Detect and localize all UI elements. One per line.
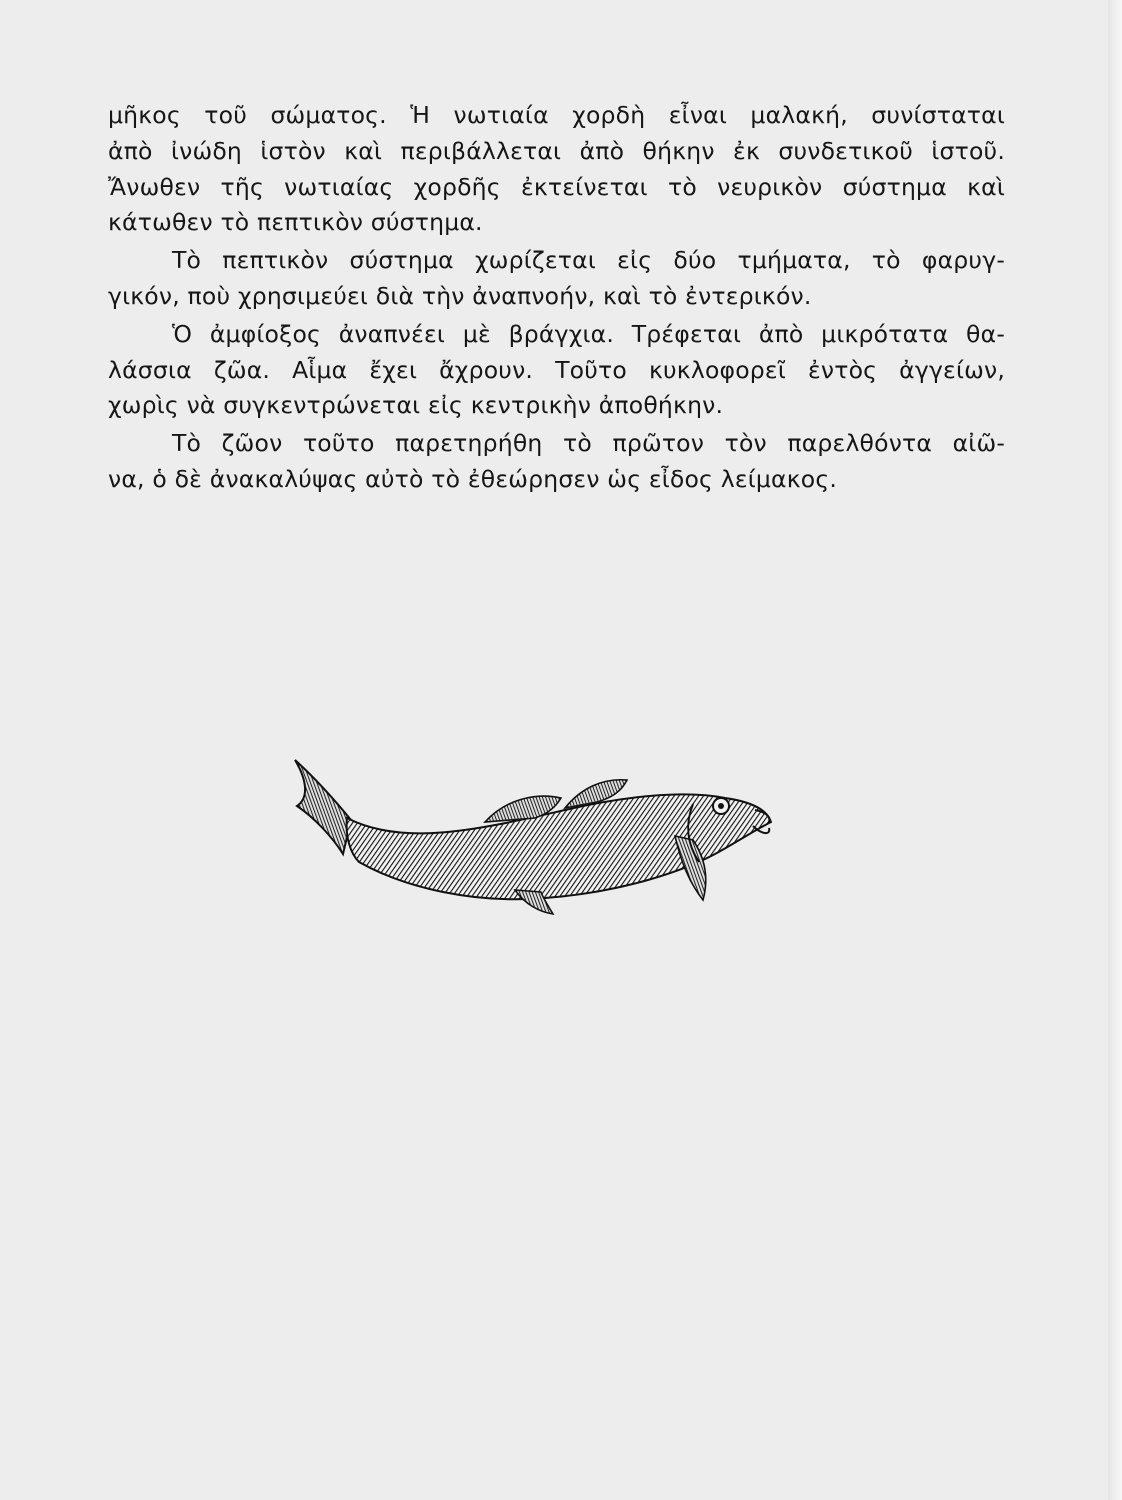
text-line: γικόν, ποὺ χρησιμεύει διὰ τὴν ἀναπνοήν, καὶ τὸ ἐντερικόν. <box>108 281 812 310</box>
text-line: Τὸ ζῶον τοῦτο παρετηρήθη τὸ πρῶτον τὸν παρελθόντα αἰῶ- <box>172 429 1005 458</box>
text-line: να, ὁ δὲ ἀνακαλύψας αὐτὸ τὸ ἐθεώρησεν ὡς εἶδος λείμακος. <box>108 464 838 493</box>
text-line: χωρὶς νὰ συγκεντρώνεται εἰς κεντρικὴν ἀποθήκην. <box>108 391 724 420</box>
paragraph-1 <box>108 98 1005 241</box>
text-line: κάτωθεν τὸ πεπτικὸν σύστημα. <box>108 208 483 237</box>
text-line: λάσσια ζῶα. Αἷμα ἔχει ἄχρουν. Τοῦτο κυκλοφορεῖ ἐντὸς ἀγγείων, <box>108 355 1005 384</box>
fish-engraving-icon <box>285 758 775 918</box>
text-line: Ἄνωθεν τῆς νωτιαίας χορδῆς ἐκτείνεται τὸ νευρικὸν σύστημα καὶ <box>108 172 1005 201</box>
paragraph-3 <box>108 317 1005 424</box>
text-line: μῆκος τοῦ σώματος. Ἡ νωτιαία χορδὴ εἶναι μαλακή, συνίσταται <box>108 101 1005 129</box>
text-line: Τὸ πεπτικὸν σύστημα χωρίζεται εἰς δύο τμήματα, τὸ φαρυγ- <box>172 246 1005 275</box>
body-text <box>108 98 1005 500</box>
text-line: Ὁ ἀμφίοξος ἀναπνέει μὲ βράγχια. Τρέφεται ἀπὸ μικρότατα θα- <box>172 319 1005 348</box>
text-line: ἀπὸ ἰνώδη ἱστὸν καὶ περιβάλλεται ἀπὸ θήκην ἐκ συνδετικοῦ ἱστοῦ. <box>108 136 1005 165</box>
paragraph-4 <box>108 426 1005 498</box>
paragraph-2 <box>108 243 1005 315</box>
